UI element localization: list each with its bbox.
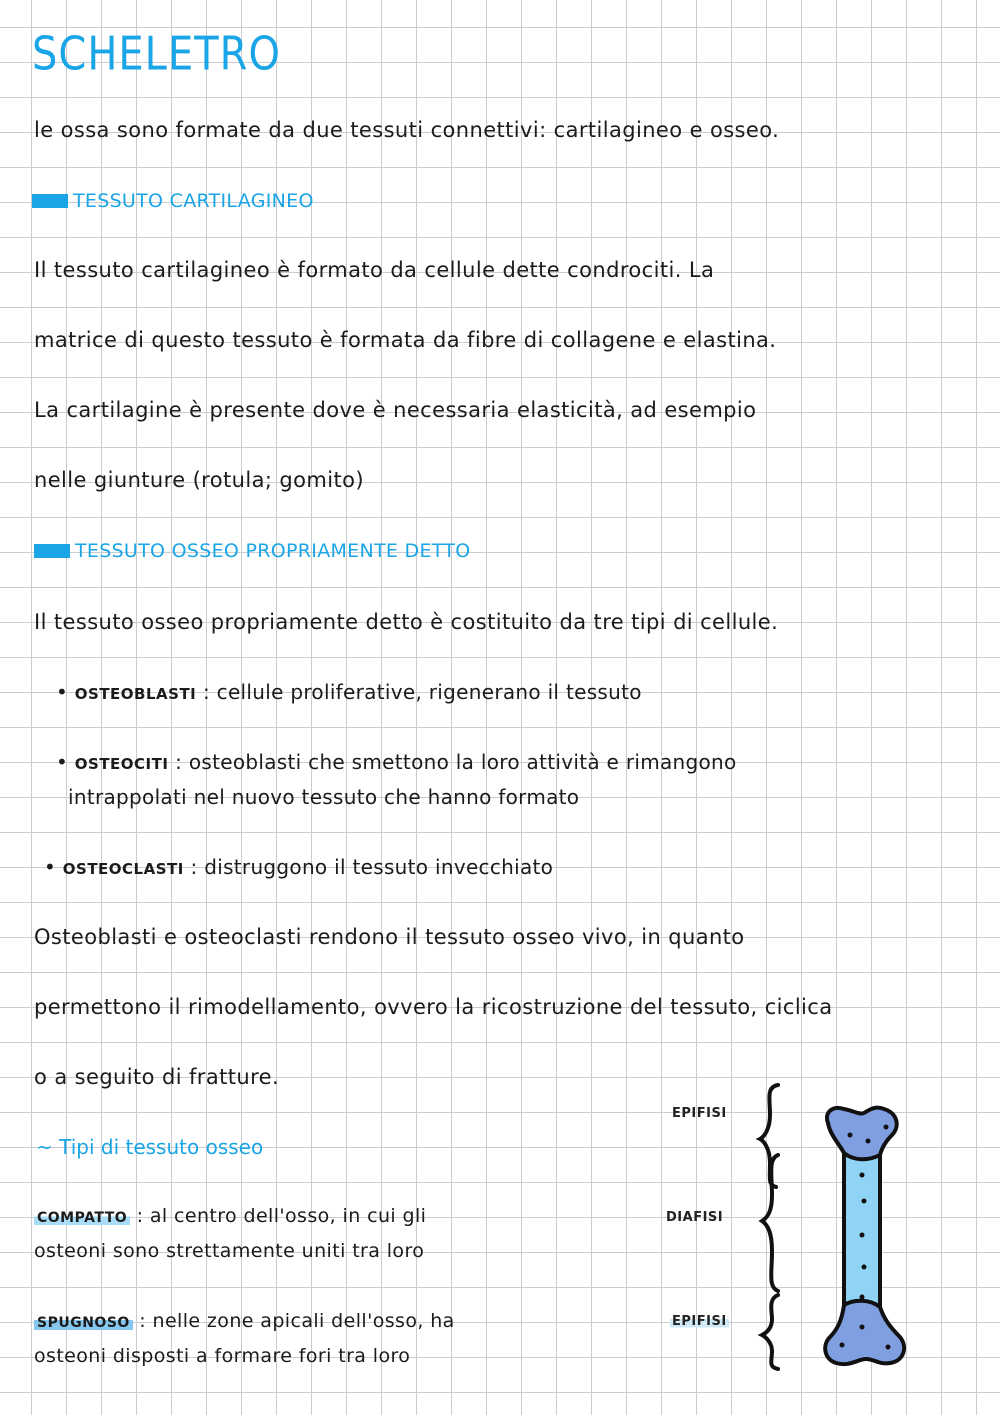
bone-shaft (844, 1145, 880, 1315)
section-heading-osseo (34, 540, 471, 562)
bone-bottom-epiphysis (825, 1301, 904, 1364)
remodel-line-1: Osteoblasti e osteoclasti rendono il tessuto osseo vivo, in quanto (34, 925, 745, 949)
bullet-text: : cellule proliferative, rigenerano il tessuto (202, 680, 642, 704)
spugnoso-term: SPUGNOSO (34, 1315, 133, 1331)
heading-marker (34, 544, 70, 558)
brace-top (760, 1085, 778, 1187)
brace-bottom (762, 1295, 778, 1369)
bone-top-epiphysis (827, 1108, 897, 1160)
bullet-osteoblasti: • OSTEOBLASTI : cellule proliferative, rigenerano il tessuto (56, 680, 642, 704)
bone-intro: Il tessuto osseo propriamente detto è costituito da tre tipi di cellule. (34, 610, 779, 634)
brace-middle (762, 1155, 778, 1291)
compatto-term: COMPATTO (34, 1210, 130, 1226)
cartilage-line-4: nelle giunture (rotula; gomito) (34, 468, 364, 492)
remodel-line-2: permettono il rimodellamento, ovvero la ricostruzione del tessuto, ciclica (34, 995, 833, 1019)
heading-marker (32, 194, 68, 208)
heading-label: TESSUTO CARTILAGINEO (73, 190, 314, 212)
bullet-text: : distruggono il tessuto invecchiato (190, 855, 554, 879)
intro-text: le ossa sono formate da due tessuti connettivi: cartilagineo e osseo. (34, 118, 780, 142)
section-heading-cartilagineo (32, 190, 314, 212)
cartilage-line-1: Il tessuto cartilagineo è formato da cellule dette condrociti. La (34, 258, 715, 282)
remodel-line-3: o a seguito di fratture. (34, 1065, 280, 1089)
bullet-osteociti-cont: intrappolati nel nuovo tessuto che hanno formato (68, 785, 580, 809)
bullet-term: OSTEOCLASTI (62, 860, 184, 878)
cartilage-line-2: matrice di questo tessuto è formata da fibre di collagene e elastina. (34, 328, 777, 352)
page-title: SCHELETRO (32, 28, 281, 81)
bullet-osteociti: • OSTEOCITI : osteoblasti che smettono la loro attività e rimangono (56, 750, 737, 774)
bullet-term: OSTEOBLASTI (74, 685, 197, 703)
label-diafisi: DIAFISI (666, 1210, 724, 1225)
bullet-term: OSTEOCITI (74, 755, 169, 773)
bullet-text: : osteoblasti che smettono la loro attività e rimangono (175, 750, 737, 774)
spugnoso-line-2: osteoni disposti a formare fori tra loro (34, 1345, 411, 1367)
bullet-osteoclasti: • OSTEOCLASTI : distruggono il tessuto invecchiato (44, 855, 554, 879)
cartilage-line-3: La cartilagine è presente dove è necessaria elasticità, ad esempio (34, 398, 757, 422)
types-heading: ~ Tipi di tessuto osseo (36, 1135, 264, 1159)
label-epifisi-bottom: EPIFISI (672, 1314, 727, 1329)
label-epifisi-top: EPIFISI (672, 1106, 727, 1121)
compatto-text: : al centro dell'osso, in cui gli (136, 1205, 427, 1227)
compatto-line-1 (34, 1205, 426, 1227)
heading-label: TESSUTO OSSEO PROPRIAMENTE DETTO (75, 540, 471, 562)
spugnoso-text: : nelle zone apicali dell'osso, ha (139, 1310, 455, 1332)
compatto-line-2: osteoni sono strettamente uniti tra loro (34, 1240, 425, 1262)
spugnoso-line-1 (34, 1310, 455, 1332)
bone-diagram (750, 1075, 950, 1375)
